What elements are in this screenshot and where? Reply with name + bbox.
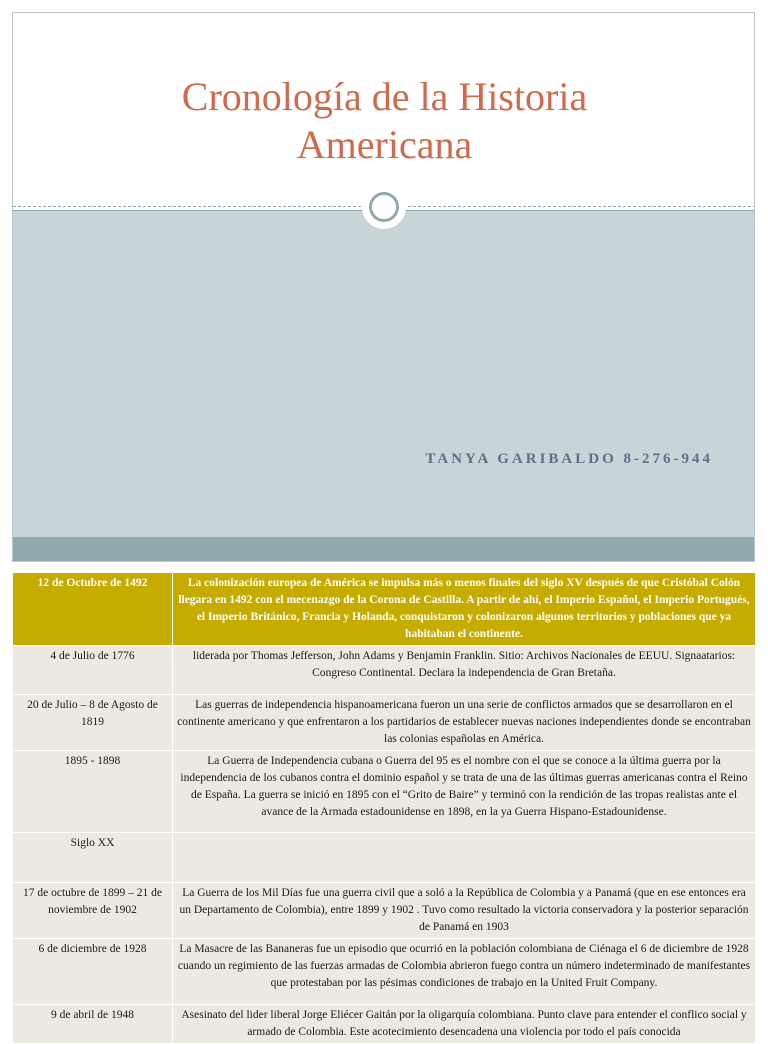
timeline-text: La colonización europea de América se impulsa más o menos finales del siglo XV después de que Cristóbal Colón llegara en 1492 con el mecenazgo de la Corona de Castilla. A partir de ahí, el Imperio Español, el Imperio Portugués, el Imperio Británico, Francia y Holanda, conquistaron y colonizaron algunos territorios y poblaciones que ya habitaban el continente. — [173, 573, 756, 646]
slide-bottom-band — [13, 537, 755, 562]
timeline-text: liderada por Thomas Jefferson, John Adams y Benjamin Franklin. Sitio: Archivos Nacionales de EEUU. Signaatarios: Congreso Continental. Declara la independencia de Gran Bretaña. — [173, 646, 756, 695]
timeline-row — [13, 883, 756, 939]
timeline-date: 6 de diciembre de 1928 — [13, 939, 173, 1005]
timeline-row — [13, 695, 756, 751]
slide-title — [13, 73, 755, 169]
timeline-row — [13, 939, 756, 1005]
timeline-date: 1895 - 1898 — [13, 751, 173, 833]
timeline-date: 9 de abril de 1948 — [13, 1005, 173, 1044]
timeline-row — [13, 833, 756, 883]
timeline-date: Siglo XX — [13, 833, 173, 883]
timeline-row — [13, 646, 756, 695]
timeline-date: 17 de octubre de 1899 – 21 de noviembre de 1902 — [13, 883, 173, 939]
timeline-text — [173, 833, 756, 883]
timeline-text: La Guerra de los Mil Días fue una guerra civil que a soló a la República de Colombia y a Panamá (que en ese entonces era un Departamento de Colombia), entre 1899 y 1902 . Tuvo como resultado la victoria conservadora y la posterior separación de Panamá en 1903 — [173, 883, 756, 939]
timeline-date: 20 de Julio – 8 de Agosto de 1819 — [13, 695, 173, 751]
circle-ornament-icon — [362, 185, 406, 229]
slide-lower-panel — [13, 211, 755, 537]
timeline-text: La Guerra de Independencia cubana o Guerra del 95 es el nombre con el que se conoce a la última guerra por la independencia de los cubanos contra el dominio español y se trata de una de las últimas guerras americanas contra el Reino de España. La guerra se inició en 1895 con el “Grito de Baire” y terminó con la rendición de las tropas realistas ante el avance de la Armada estadounidense en 1898, en la ya Guerra Hispano-Estadounidense. — [173, 751, 756, 833]
title-slide — [12, 12, 755, 562]
timeline-table — [12, 572, 756, 1044]
timeline-row — [13, 1005, 756, 1044]
timeline-text: Las guerras de independencia hispanoamericana fueron un una serie de conflictos armados que se desarrollaron en el continente americano y que enfrentaron a los partidarios de establecer nuevas naciones independientes donde se encontraban las colonias españolas en América. — [173, 695, 756, 751]
timeline-text: Asesinato del lider liberal Jorge Eliécer Gaitán por la oligarquía colombiana. Punto clave para entender el conflico social y armado de Colombia. Este acotecimiento desencadena una violencia por todo el país conocida — [173, 1005, 756, 1044]
timeline-date: 12 de Octubre de 1492 — [13, 573, 173, 646]
title-line-1: Cronología de la Historia — [181, 74, 588, 119]
title-line-2: Americana — [296, 122, 473, 167]
timeline-row — [13, 751, 756, 833]
timeline-row — [13, 573, 756, 646]
timeline-date: 4 de Julio de 1776 — [13, 646, 173, 695]
slide-subtitle: TANYA GARIBALDO 8-276-944 — [425, 451, 713, 467]
circle-ring-icon — [369, 192, 399, 222]
timeline-text: La Masacre de las Bananeras fue un episodio que ocurrió en la población colombiana de Ciénaga el 6 de diciembre de 1928 cuando un regimiento de las fuerzas armadas de Colombia abrieron fuego contra un número indeterminado de manifestantes que protestaban por las pésimas condiciones de trabajo en la United Fruit Company. — [173, 939, 756, 1005]
